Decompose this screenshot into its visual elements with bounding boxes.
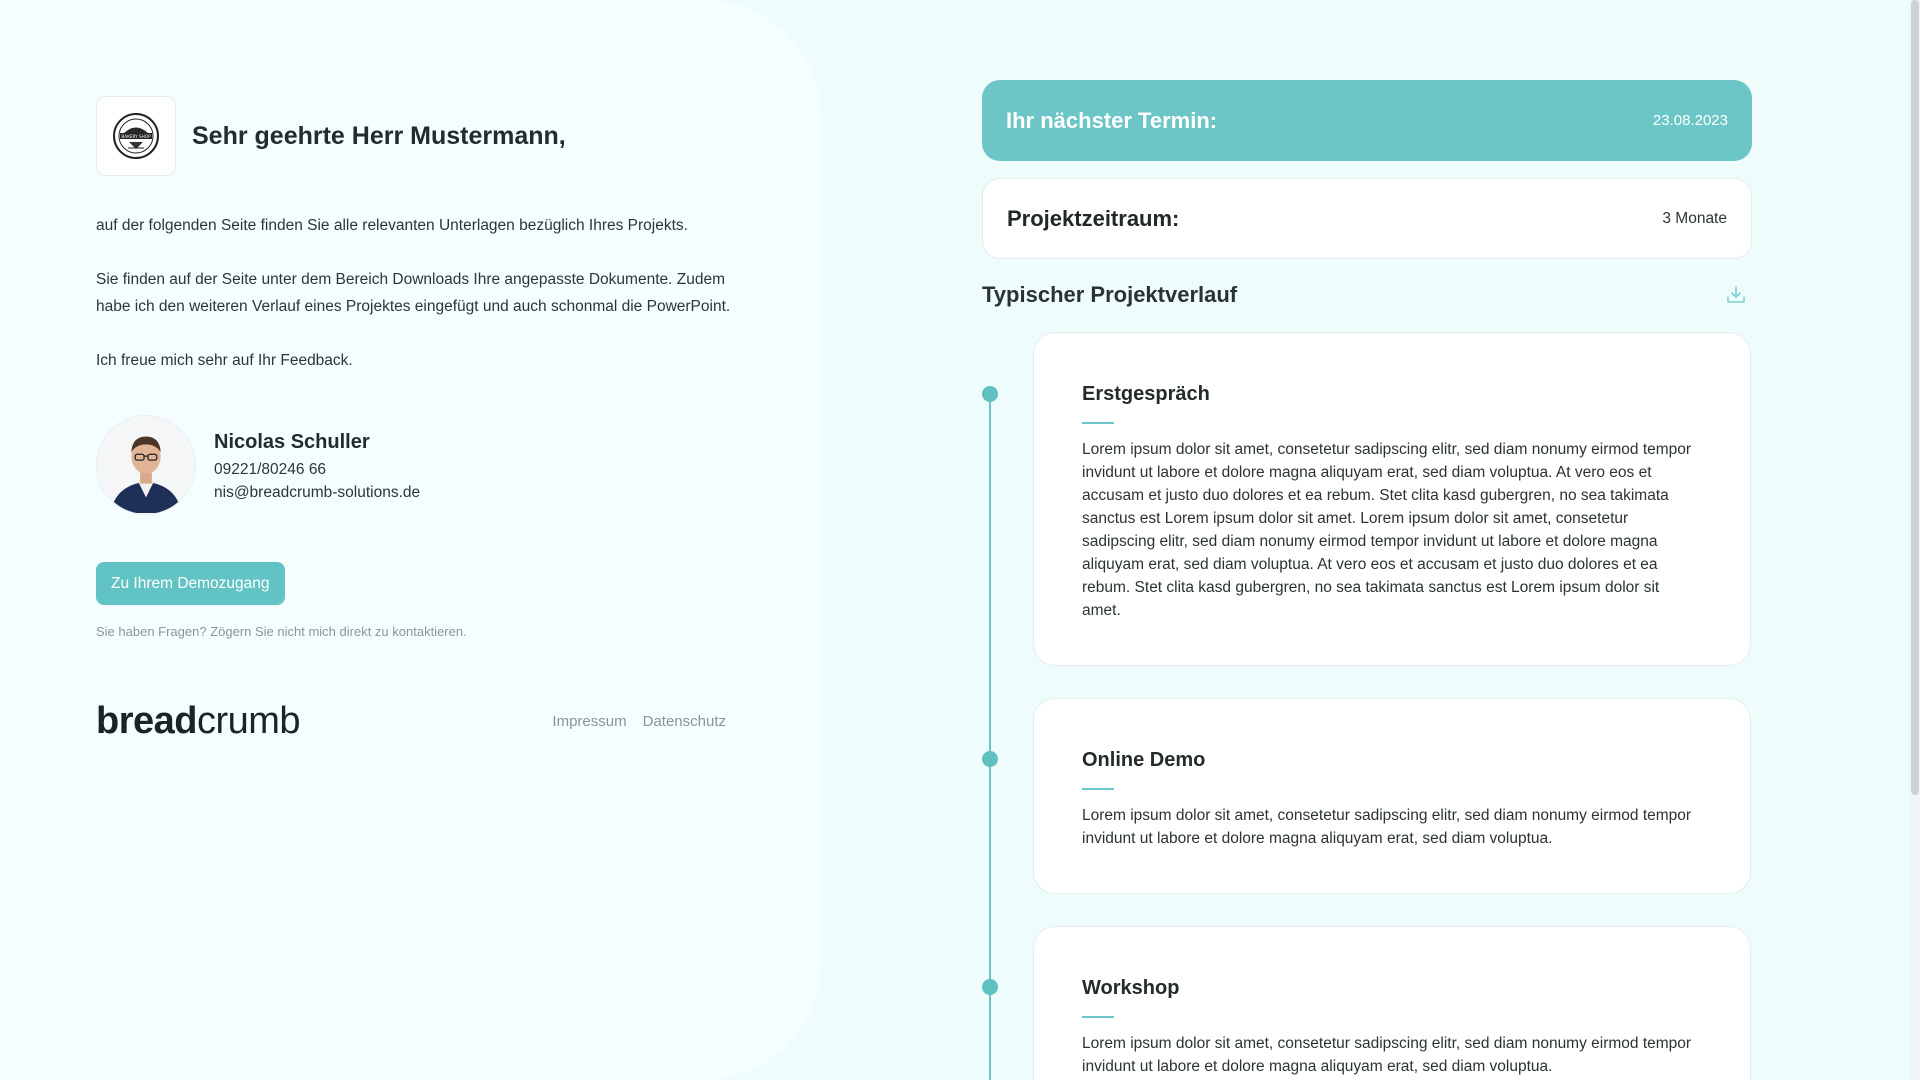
intro-text [96,212,736,401]
timeline-title: Typischer Projektverlauf [982,282,1238,307]
greeting-heading: Sehr geehrte Herr Mustermann, [192,121,566,150]
appointment-date: 23.08.2023 [1652,112,1728,129]
timeline-step-card [1033,926,1751,1080]
intro-paragraph: Ich freue mich sehr auf Ihr Feedback. [96,352,353,369]
period-value: 3 Monate [1662,209,1727,227]
step-underline [1082,422,1114,424]
timeline-header [982,282,1748,308]
step-underline [1082,1016,1114,1018]
company-logo [96,96,176,176]
scrollbar-thumb[interactable] [1911,0,1919,795]
period-label: Projektzeitraum: [1007,205,1180,231]
download-icon[interactable] [1724,283,1748,307]
datenschutz-link[interactable]: Datenschutz [642,713,726,730]
intro-paragraph: Sie finden auf der Seite unter dem Bereich Downloads Ihre angepasste Dokumente. Zudem habe ich den weiteren Verlauf eines Projektes eingefügt und auch schonmal die PowerPoint. [96,271,731,315]
contact-card [96,415,420,515]
contact-email[interactable]: nis@breadcrumb-solutions.de [214,484,421,501]
next-appointment-card [982,80,1752,161]
help-text: Sie haben Fragen? Zögern Sie nicht mich direkt zu kontaktieren. [96,624,467,639]
brand-logo-light: crumb [196,700,301,742]
step-text: Lorem ipsum dolor sit amet, consetetur sadipscing elitr, sed diam nonumy eirmod tempor invidunt ut labore et dolore magna aliquyam erat, sed diam voluptua. At vero eos et accusam et justo duo dolores et ea rebum. Stet clita kasd gubergren, no sea takimata sanctus est Lorem ipsum dolor sit amet. Lorem ipsum dolor sit amet, consetetur sadipscing elitr, sed diam nonumy eirmod tempor invidunt ut labore et dolore magna aliquyam erat, sed diam voluptua. At vero eos et accusam et justo duo dolores et ea rebum. Stet clita kasd gubergren, no sea takimata sanctus est Lorem ipsum dolor sit amet. [1082,441,1692,619]
demo-access-button[interactable]: Zu Ihrem Demozugang [96,562,285,605]
contact-name: Nicolas Schuller [214,431,370,453]
timeline-step-card [1033,698,1751,894]
timeline-dot [982,386,998,402]
impressum-link[interactable]: Impressum [552,713,627,730]
intro-paragraph: auf der folgenden Seite finden Sie alle relevanten Unterlagen bezüglich Ihres Projekts. [96,217,688,234]
contact-info [214,415,420,515]
avatar [96,415,196,515]
bakery-shop-logo-icon [111,111,161,161]
step-title: Workshop [1082,977,1180,999]
scrollbar[interactable] [1910,0,1920,1080]
left-panel [0,0,822,1080]
timeline-dot [982,979,998,995]
timeline-line [989,394,991,1080]
footer [96,700,726,743]
appointment-label: Ihr nächster Termin: [1006,107,1218,133]
step-underline [1082,788,1114,790]
timeline-dot [982,751,998,767]
step-text: Lorem ipsum dolor sit amet, consetetur sadipscing elitr, sed diam nonumy eirmod tempor invidunt ut labore et dolore magna aliquyam erat, sed diam voluptua. [1082,1035,1692,1075]
project-period-card [982,178,1752,259]
step-title: Online Demo [1082,749,1206,771]
step-title: Erstgespräch [1082,383,1210,405]
footer-links [552,713,726,730]
brand-logo [96,700,300,743]
greeting-row [96,96,566,176]
step-text: Lorem ipsum dolor sit amet, consetetur sadipscing elitr, sed diam nonumy eirmod tempor invidunt ut labore et dolore magna aliquyam erat, sed diam voluptua. [1082,807,1692,847]
timeline-step-card [1033,332,1751,666]
contact-phone: 09221/80246 66 [214,461,327,478]
brand-logo-bold: bread [96,700,197,742]
person-avatar-icon [97,415,195,514]
logo-text: BAKERY SHOP [121,134,151,139]
